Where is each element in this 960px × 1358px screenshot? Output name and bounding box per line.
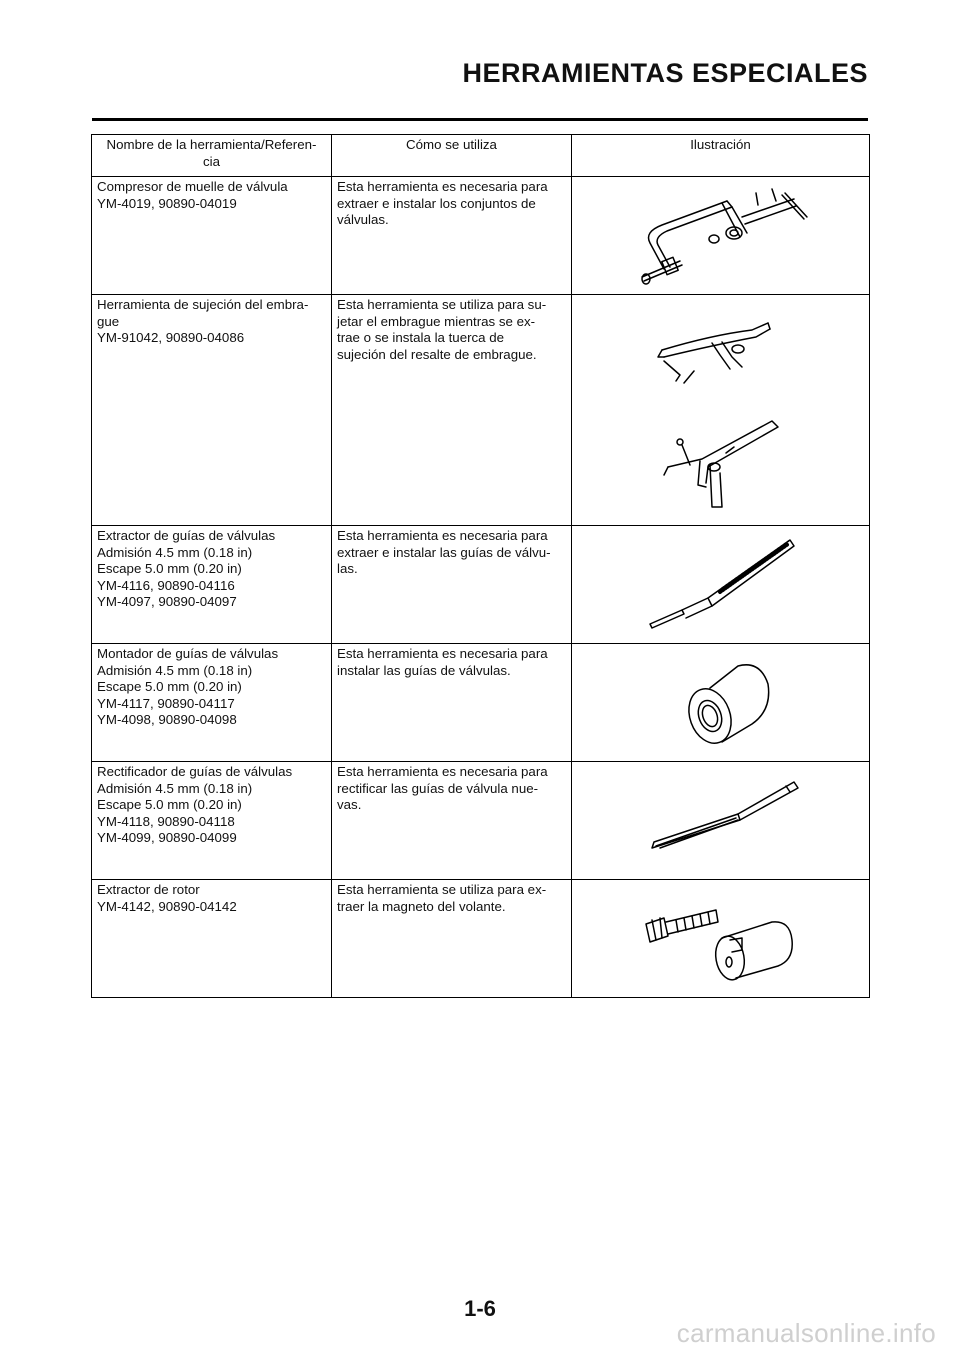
tool-usage-line: válvulas. <box>337 212 389 227</box>
tool-name-line: gue <box>97 313 120 329</box>
tool-usage-line: extraer e instalar las guías de válvu- <box>337 544 551 560</box>
tool-name-line: Admisión 4.5 mm (0.18 in) <box>97 662 253 678</box>
tool-usage-line: Esta herramienta es necesaria para <box>337 179 548 194</box>
tool-name-line: Escape 5.0 mm (0.20 in) <box>97 797 242 812</box>
table-row <box>92 526 870 644</box>
tool-usage-cell <box>332 762 572 880</box>
tool-usage-line: rectificar las guías de válvula nue- <box>337 780 539 796</box>
tool-usage-line: Esta herramienta es necesaria para <box>337 764 548 779</box>
tool-name-line: YM-4116, 90890-04116 <box>97 577 235 593</box>
tool-name-cell <box>92 526 332 644</box>
tool-name-line: Compresor de muelle de válvula <box>97 179 288 194</box>
tool-name-line: Rectificador de guías de válvulas <box>97 764 293 779</box>
tool-name-cell <box>92 177 332 295</box>
tool-name-line: YM-4097, 90890-04097 <box>97 594 237 609</box>
page-number: 1-6 <box>464 1296 496 1321</box>
tool-usage-line: extraer e instalar los conjuntos de <box>337 195 536 211</box>
tool-usage-line: trae o se instala la tuerca de <box>337 330 505 345</box>
illustration-cell <box>572 644 870 762</box>
tool-usage-line: sujeción del resalte de embrague. <box>337 346 537 362</box>
tool-name-cell <box>92 644 332 762</box>
tool-usage-line: instalar las guías de válvulas. <box>337 662 511 678</box>
watermark: carmanualsonline.info <box>676 1318 936 1348</box>
tool-usage-cell <box>332 644 572 762</box>
tool-name-line: YM-4118, 90890-04118 <box>97 813 235 829</box>
tool-name-cell <box>92 762 332 880</box>
tool-name-line: Extractor de guías de válvulas <box>97 528 276 543</box>
tool-name-cell <box>92 880 332 998</box>
column-header-usage: Cómo se utiliza <box>332 135 572 177</box>
table-header-row <box>92 135 870 177</box>
valve-spring-compressor-icon <box>572 177 868 294</box>
tool-usage-line: Esta herramienta es necesaria para <box>337 646 548 661</box>
illustration-cell <box>572 880 870 998</box>
illustration-cell <box>572 177 870 295</box>
clutch-holding-tool-icon <box>572 295 868 525</box>
illustration-cell <box>572 295 870 526</box>
tool-name-line: Escape 5.0 mm (0.20 in) <box>97 561 242 576</box>
tool-usage-line: jetar el embrague mientras se ex- <box>337 313 536 329</box>
table-row <box>92 762 870 880</box>
page-title: HERRAMIENTAS ESPECIALES <box>462 58 868 88</box>
tool-usage-cell <box>332 526 572 644</box>
column-header-illustration: Ilustración <box>572 135 870 177</box>
tool-usage-line: traer la magneto del volante. <box>337 898 506 914</box>
tool-usage-line: las. <box>337 561 358 576</box>
special-tools-table <box>91 134 870 998</box>
tool-name-line: Extractor de rotor <box>97 882 200 897</box>
tool-usage-cell <box>332 177 572 295</box>
table-row <box>92 644 870 762</box>
illustration-cell <box>572 762 870 880</box>
tool-usage-line: Esta herramienta es necesaria para <box>337 528 548 543</box>
table-row <box>92 295 870 526</box>
tool-usage-line: vas. <box>337 797 362 812</box>
valve-guide-reamer-icon <box>572 762 868 879</box>
rotor-puller-icon <box>572 880 868 997</box>
tool-name-line: Montador de guías de válvulas <box>97 646 279 661</box>
tool-name-line: Admisión 4.5 mm (0.18 in) <box>97 544 253 560</box>
valve-guide-installer-icon <box>572 644 868 761</box>
table-row <box>92 880 870 998</box>
tool-usage-line: Esta herramienta se utiliza para su- <box>337 297 547 312</box>
illustration-cell <box>572 526 870 644</box>
tool-usage-cell <box>332 880 572 998</box>
tool-name-line: Escape 5.0 mm (0.20 in) <box>97 679 242 694</box>
tool-name-line: YM-4098, 90890-04098 <box>97 712 237 727</box>
tool-name-line: Admisión 4.5 mm (0.18 in) <box>97 780 253 796</box>
tool-name-line: Herramienta de sujeción del embra- <box>97 297 309 312</box>
tool-name-line: YM-4117, 90890-04117 <box>97 695 235 711</box>
tool-name-line: YM-4142, 90890-04142 <box>97 898 237 914</box>
tool-name-cell <box>92 295 332 526</box>
tool-usage-cell <box>332 295 572 526</box>
tool-name-line: YM-91042, 90890-04086 <box>97 330 245 345</box>
tool-name-line: YM-4099, 90890-04099 <box>97 830 237 845</box>
tool-name-line: YM-4019, 90890-04019 <box>97 195 237 211</box>
valve-guide-remover-icon <box>572 526 868 643</box>
table-row <box>92 177 870 295</box>
title-rule <box>92 118 868 121</box>
column-header-name: Nombre de la herramienta/Referen- cia <box>92 135 332 177</box>
tool-usage-line: Esta herramienta se utiliza para ex- <box>337 882 547 897</box>
